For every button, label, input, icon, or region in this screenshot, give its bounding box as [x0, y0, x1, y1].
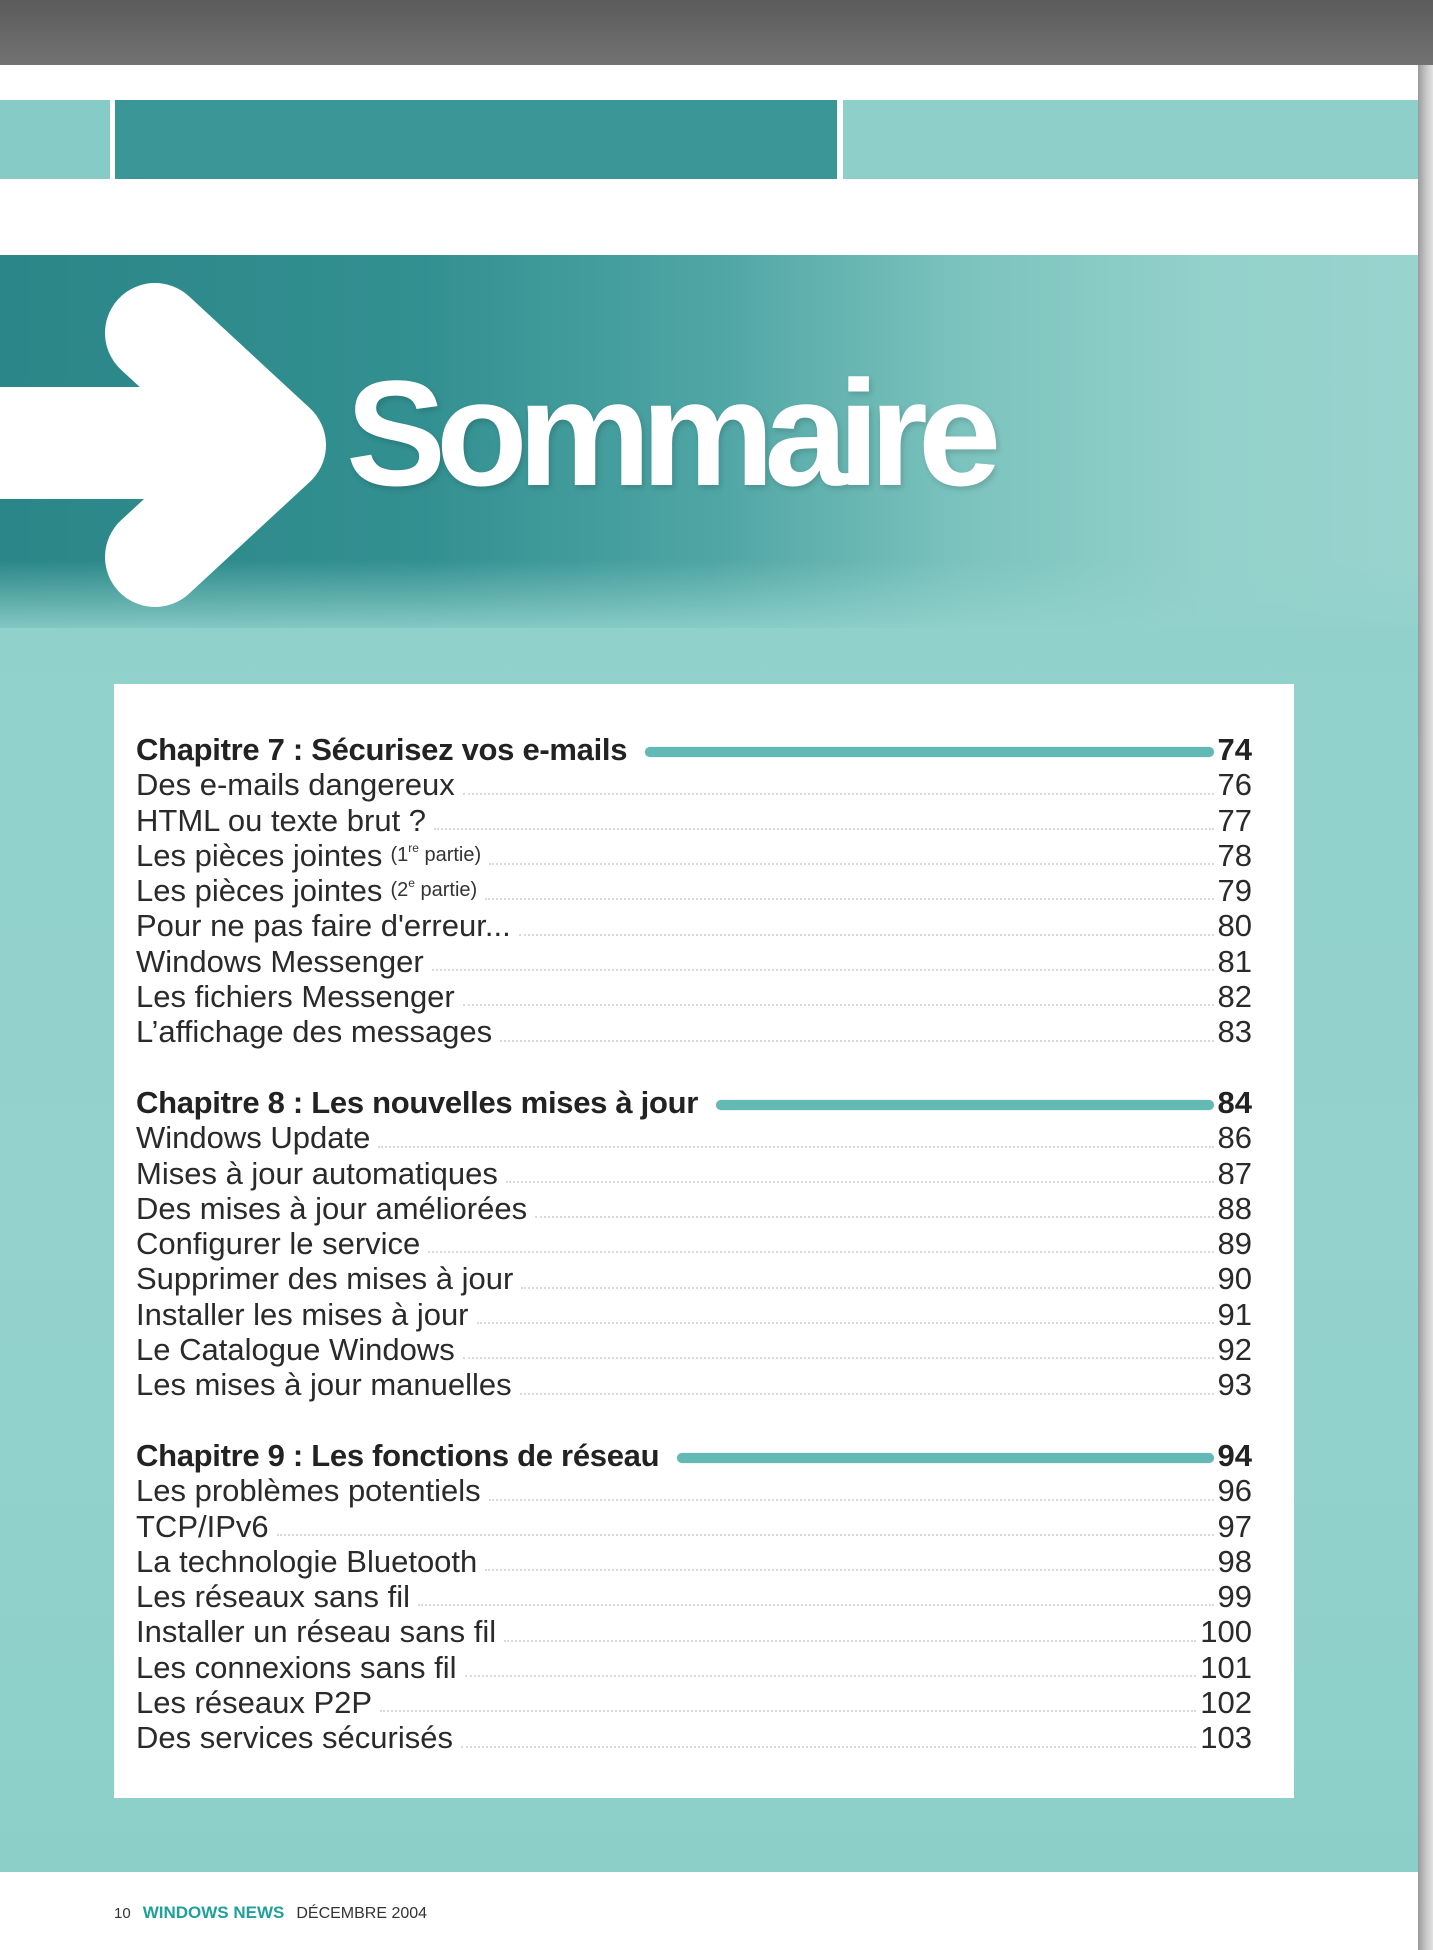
chapter-block — [136, 1085, 1252, 1403]
toc-entry-label: Pour ne pas faire d'erreur... — [136, 908, 511, 944]
dot-leader — [378, 1146, 1213, 1148]
toc-chapter-heading — [136, 732, 1252, 767]
toc-entry — [136, 1367, 1252, 1402]
header-stripe-right — [843, 100, 1418, 179]
chapter-block — [136, 1438, 1252, 1756]
toc-entry — [136, 908, 1252, 943]
dot-leader — [463, 793, 1214, 795]
dot-leader — [277, 1534, 1214, 1536]
chapter-bar — [677, 1453, 1213, 1463]
toc-entry — [136, 803, 1252, 838]
chapter-title: Chapitre 8 : Les nouvelles mises à jour — [136, 1084, 698, 1120]
entry-note-open: (2 — [390, 879, 409, 902]
dot-leader — [489, 1499, 1214, 1501]
footer-issue-date: DÉCEMBRE 2004 — [296, 1905, 428, 1922]
entry-note-close: partie) — [418, 843, 482, 866]
toc-entry-label: Installer un réseau sans fil — [136, 1614, 497, 1650]
toc-entry — [136, 1544, 1252, 1579]
dot-leader — [485, 898, 1213, 900]
entry-note-superscript: e — [408, 876, 415, 891]
dot-leader — [489, 863, 1213, 865]
dot-leader — [504, 1640, 1196, 1642]
toc-entry-label: Les réseaux sans fil — [136, 1579, 410, 1615]
toc-entry-page-number: 100 — [1200, 1614, 1252, 1650]
toc-entry — [136, 1191, 1252, 1226]
toc-entry-page-number: 82 — [1217, 979, 1252, 1015]
toc-entry — [136, 979, 1252, 1014]
toc-entry-page-number: 77 — [1217, 802, 1252, 838]
toc-entry-label: Les connexions sans fil — [136, 1649, 457, 1685]
toc-entry-page-number: 80 — [1217, 908, 1252, 944]
page-title: Sommaire — [346, 349, 992, 517]
toc-entry-page-number: 90 — [1217, 1261, 1252, 1297]
toc-entry-label: Windows Messenger — [136, 943, 424, 979]
toc-entry-label: Des e-mails dangereux — [136, 767, 455, 803]
toc-entry-page-number: 83 — [1217, 1014, 1252, 1050]
toc-entry — [136, 1120, 1252, 1155]
toc-entry-label: Les fichiers Messenger — [136, 979, 455, 1015]
dot-leader — [465, 1675, 1197, 1677]
toc-entry-label: TCP/IPv6 — [136, 1508, 269, 1544]
toc-entry-page-number: 86 — [1217, 1120, 1252, 1156]
entry-note-close: partie) — [414, 879, 478, 902]
toc-entry-page-number: 91 — [1217, 1296, 1252, 1332]
toc-entry-page-number: 98 — [1217, 1543, 1252, 1579]
dot-leader — [463, 1004, 1214, 1006]
scan-right-edge — [1418, 65, 1433, 1950]
chapter-title: Chapitre 9 : Les fonctions de réseau — [136, 1437, 660, 1473]
toc-entry-page-number: 93 — [1217, 1367, 1252, 1403]
toc-entry — [136, 1614, 1252, 1649]
chapter-page-number: 94 — [1217, 1437, 1252, 1473]
chapter-block — [136, 732, 1252, 1050]
toc-entry-label: Des services sécurisés — [136, 1720, 453, 1756]
chapter-bar — [716, 1100, 1214, 1110]
toc-entry-label: Les pièces jointes — [136, 873, 383, 909]
toc-entry-label: Le Catalogue Windows — [136, 1332, 455, 1368]
toc-entry — [136, 873, 1252, 908]
toc-entry-label: Configurer le service — [136, 1226, 421, 1262]
toc-entry — [136, 1156, 1252, 1191]
toc-entry-label: Les problèmes potentiels — [136, 1473, 481, 1509]
toc-entry-page-number: 97 — [1217, 1508, 1252, 1544]
toc-entry — [136, 1226, 1252, 1261]
toc-entry — [136, 1261, 1252, 1296]
toc-entry-page-number: 81 — [1217, 943, 1252, 979]
dot-leader — [520, 1393, 1214, 1395]
dot-leader — [521, 1287, 1213, 1289]
toc-chapter-heading — [136, 1438, 1252, 1473]
toc-entry-page-number: 96 — [1217, 1473, 1252, 1509]
toc-entry — [136, 767, 1252, 802]
dot-leader — [461, 1746, 1196, 1748]
toc-entry — [136, 1473, 1252, 1508]
entry-note-superscript: re — [408, 840, 419, 855]
dot-leader — [418, 1604, 1214, 1606]
toc-entry-page-number: 89 — [1217, 1226, 1252, 1262]
toc-entry-label: Mises à jour automatiques — [136, 1155, 498, 1191]
toc-entry-page-number: 101 — [1200, 1649, 1252, 1685]
toc-entry-page-number: 102 — [1200, 1685, 1252, 1721]
toc-entry-page-number: 99 — [1217, 1579, 1252, 1615]
table-of-contents — [136, 732, 1252, 1756]
toc-entry-label: Les mises à jour manuelles — [136, 1367, 512, 1403]
footer-page-number: 10 — [114, 1905, 131, 1922]
page-footer — [114, 1902, 427, 1924]
toc-entry — [136, 1509, 1252, 1544]
chapter-title: Chapitre 7 : Sécurisez vos e-mails — [136, 732, 628, 767]
dot-leader — [506, 1181, 1214, 1183]
toc-entry-label: Installer les mises à jour — [136, 1296, 469, 1332]
toc-entry-label: L’affichage des messages — [136, 1014, 493, 1050]
toc-entry-label: Les pièces jointes — [136, 837, 383, 873]
footer-magazine-name: WINDOWS NEWS — [142, 1903, 285, 1922]
dot-leader — [477, 1322, 1214, 1324]
dot-leader — [428, 1251, 1213, 1253]
toc-entry — [136, 1579, 1252, 1614]
toc-entry-page-number: 76 — [1217, 767, 1252, 803]
toc-entry-label: Supprimer des mises à jour — [136, 1261, 514, 1297]
toc-entry — [136, 1685, 1252, 1720]
toc-entry-page-number: 87 — [1217, 1155, 1252, 1191]
toc-entry — [136, 1332, 1252, 1367]
entry-note — [390, 873, 477, 908]
dot-leader — [463, 1357, 1214, 1359]
dot-leader — [500, 1040, 1213, 1042]
dot-leader — [380, 1710, 1196, 1712]
dot-leader — [434, 828, 1213, 830]
toc-entry-label: Des mises à jour améliorées — [136, 1190, 528, 1226]
toc-entry — [136, 1650, 1252, 1685]
toc-entry-label: Les réseaux P2P — [136, 1685, 373, 1721]
toc-entry-page-number: 78 — [1217, 837, 1252, 873]
toc-entry-label: HTML ou texte brut ? — [136, 802, 427, 838]
toc-entry-page-number: 103 — [1200, 1720, 1252, 1756]
toc-entry — [136, 1720, 1252, 1755]
toc-entry — [136, 944, 1252, 979]
toc-entry — [136, 838, 1252, 873]
dot-leader — [485, 1569, 1213, 1571]
toc-entry-label: Windows Update — [136, 1120, 371, 1156]
entry-note — [390, 838, 481, 873]
dot-leader — [432, 969, 1214, 971]
entry-note-open: (1 — [390, 843, 409, 866]
chapter-bar — [645, 747, 1213, 757]
toc-entry-page-number: 92 — [1217, 1332, 1252, 1368]
toc-entry — [136, 1297, 1252, 1332]
dot-leader — [535, 1216, 1213, 1218]
toc-entry — [136, 1014, 1252, 1049]
chapter-page-number: 84 — [1217, 1084, 1252, 1120]
toc-entry-page-number: 88 — [1217, 1190, 1252, 1226]
chapter-page-number: 74 — [1217, 732, 1252, 767]
dot-leader — [519, 934, 1214, 936]
toc-chapter-heading — [136, 1085, 1252, 1120]
toc-entry-page-number: 79 — [1217, 873, 1252, 909]
toc-entry-label: La technologie Bluetooth — [136, 1543, 478, 1579]
